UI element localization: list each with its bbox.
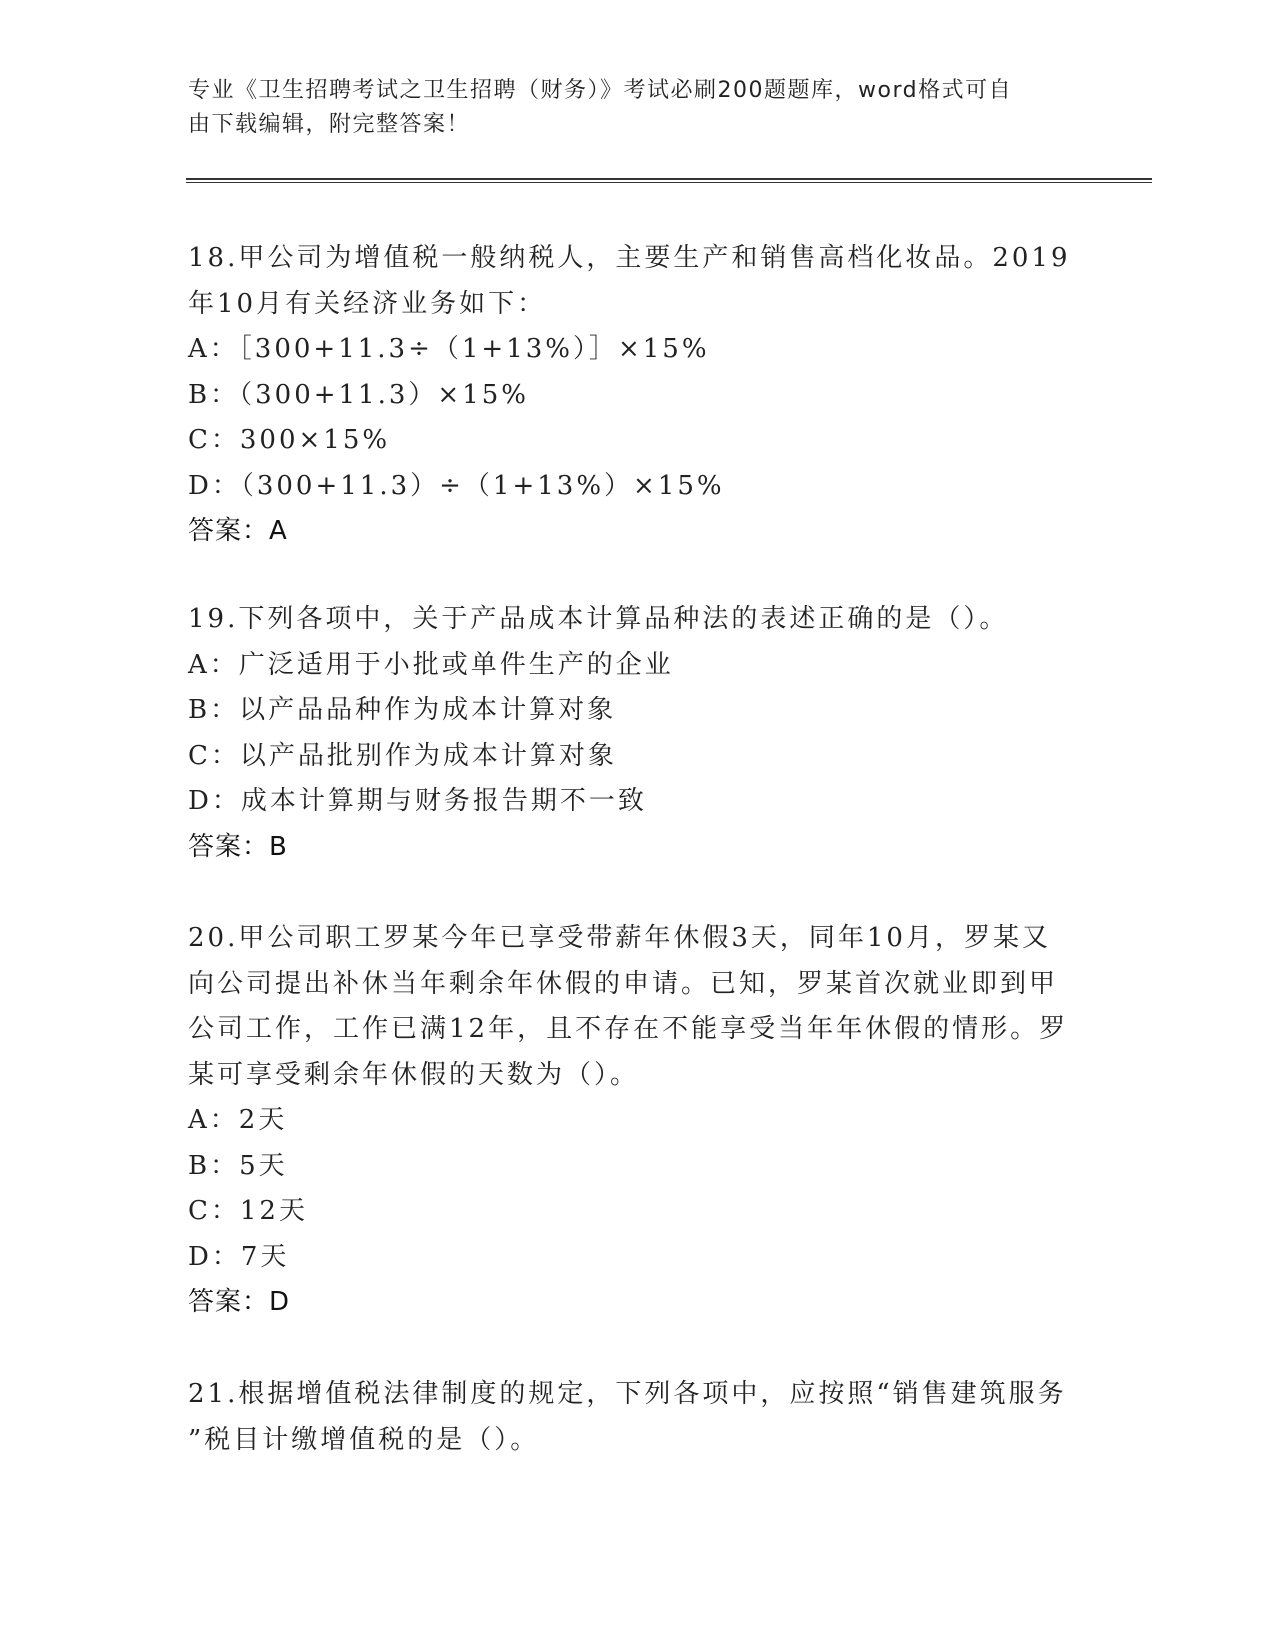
question-stem-line: 21.根据增值税法律制度的规定，下列各项中，应按照“销售建筑服务 <box>188 1379 1067 1409</box>
question-stem-line: 20.甲公司职工罗某今年已享受带薪年休假3天，同年10月，罗某又 <box>188 923 1051 953</box>
question-stem-line: 18.甲公司为增值税一般纳税人，主要生产和销售高档化妆品。2019 <box>188 243 1071 273</box>
document-header <box>188 74 1068 142</box>
answer-line: 答案：D <box>188 1287 291 1317</box>
option-d: D：7天 <box>188 1241 290 1272</box>
option-b: B：5天 <box>188 1150 288 1181</box>
option-c: C：300×15% <box>188 425 391 455</box>
option-a: A：2天 <box>188 1105 288 1135</box>
question-stem-line: 公司工作，工作已满12年，且不存在不能享受当年年休假的情形。罗 <box>188 1014 1069 1044</box>
answer-line: 答案：B <box>188 831 288 862</box>
header-line-2: 由下载编辑，附完整答案！ <box>188 112 471 137</box>
question-19 <box>188 597 1088 870</box>
header-divider <box>186 178 1152 183</box>
question-18 <box>188 236 1088 555</box>
option-a: A：［300+11.3÷（1+13%）］×15% <box>188 334 710 364</box>
option-d: D：成本计算期与财务报告期不一致 <box>188 786 647 816</box>
question-20 <box>188 916 1088 1326</box>
option-b: B：（300+11.3）×15% <box>188 379 529 410</box>
question-stem-line: 19.下列各项中，关于产品成本计算品种法的表述正确的是（）。 <box>188 604 1009 634</box>
answer-line: 答案：A <box>188 516 288 546</box>
option-d: D：（300+11.3）÷（1+13%）×15% <box>188 470 725 501</box>
question-21 <box>188 1372 1088 1463</box>
question-stem-line: 年10月有关经济业务如下： <box>188 288 547 319</box>
header-line-1: 专业《卫生招聘考试之卫生招聘（财务）》考试必刷200题题库，word格式可自 <box>188 78 1013 103</box>
question-stem-line: ”税目计缴增值税的是（）。 <box>188 1424 540 1455</box>
question-stem-line: 某可享受剩余年休假的天数为（）。 <box>188 1059 640 1090</box>
option-a: A：广泛适用于小批或单件生产的企业 <box>188 649 674 680</box>
option-c: C：以产品批别作为成本计算对象 <box>188 740 617 771</box>
option-c: C：12天 <box>188 1196 308 1226</box>
option-b: B：以产品品种作为成本计算对象 <box>188 695 617 725</box>
question-stem-line: 向公司提出补休当年剩余年休假的申请。已知，罗某首次就业即到甲 <box>188 968 1059 999</box>
